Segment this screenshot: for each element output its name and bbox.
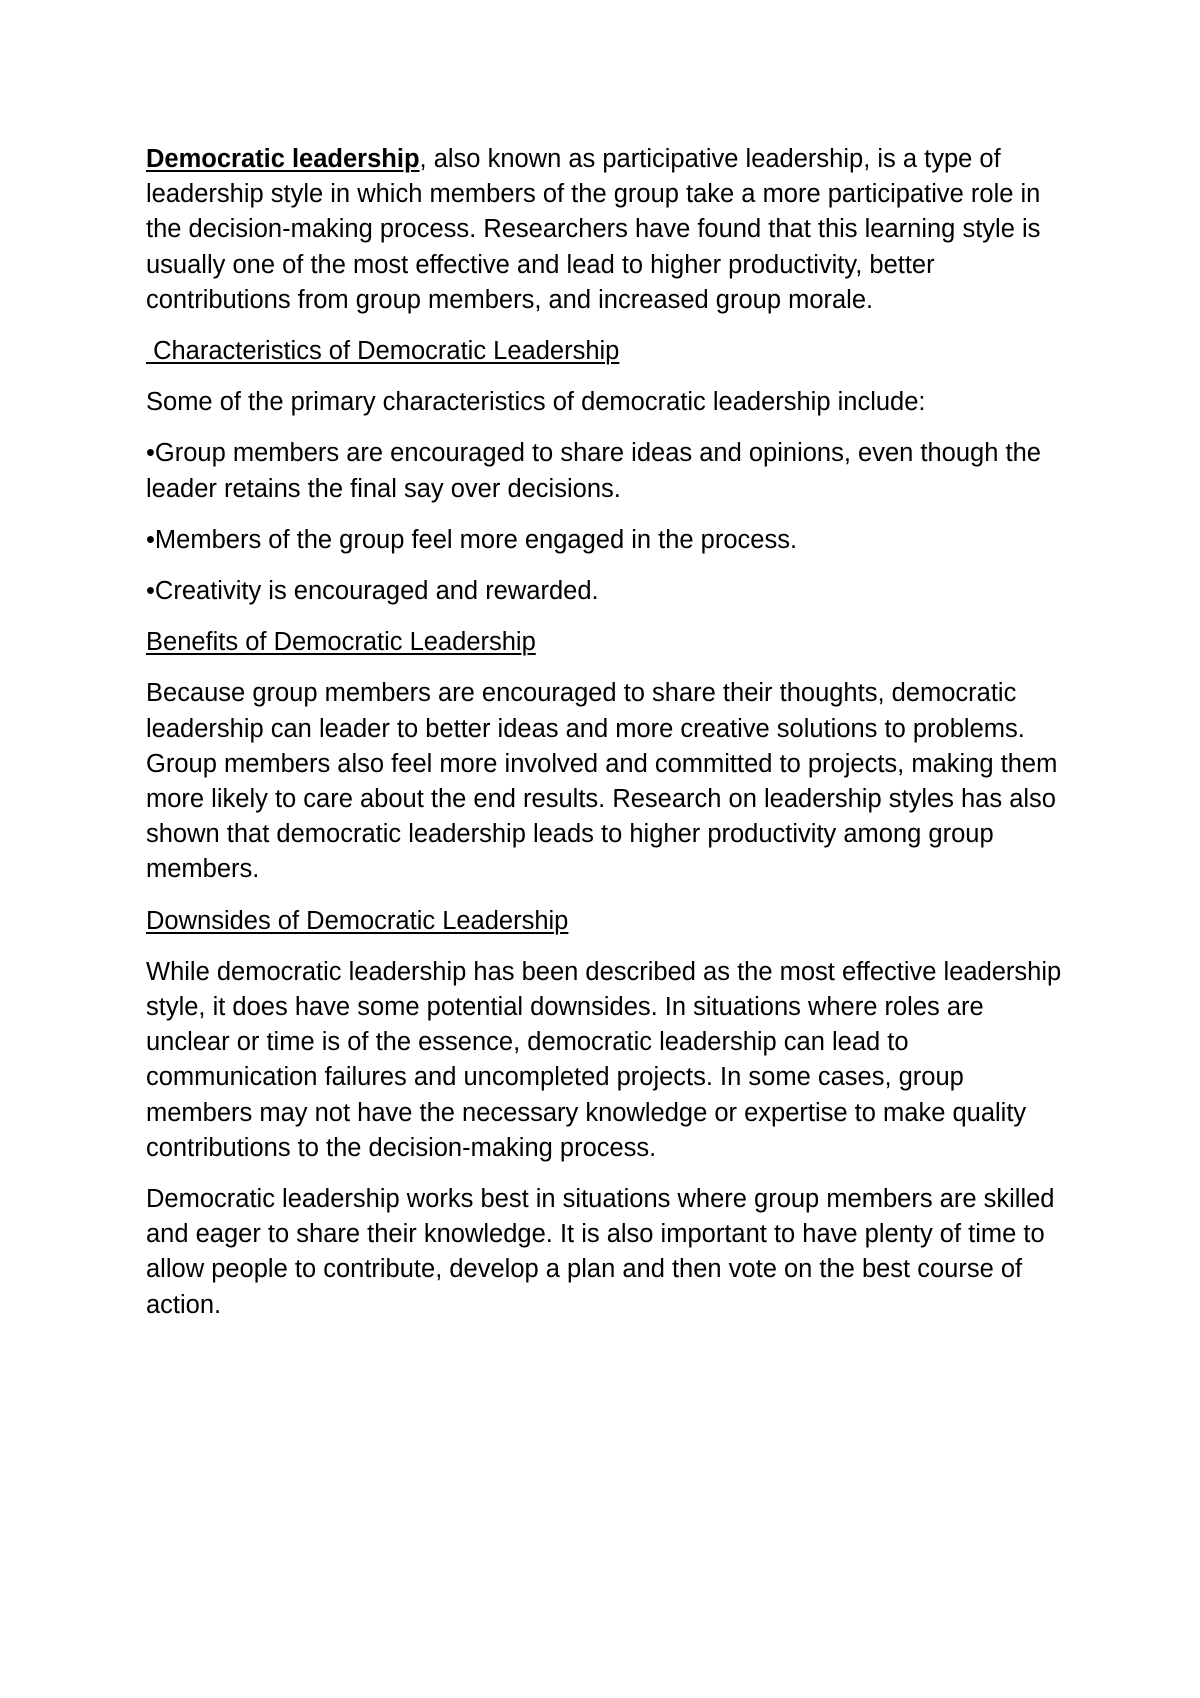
characteristics-bullet-2: •Members of the group feel more engaged in the process.: [146, 525, 798, 554]
intro-text: , also known as participative leadership, is a type of leadership style in which members of the group take a more participative role in the decision-making process. Researchers have found that this learning style is usually one of the most effective and lead to higher productivity, better contributions from group members, and increased group morale.: [146, 145, 1041, 314]
benefits-heading: [146, 625, 1066, 660]
characteristics-intro: Some of the primary characteristics of democratic leadership include:: [146, 388, 926, 417]
characteristics-heading: [146, 334, 1066, 369]
closing-paragraph: Democratic leadership works best in situations where group members are skilled and eager to share their knowledge. It is also important to have plenty of time to allow people to contribute, develop a plan and then vote on the best course of action.: [146, 1185, 1055, 1319]
characteristics-heading-text: Characteristics of Democratic Leadership: [146, 337, 620, 366]
downsides-heading-text: Downsides of Democratic Leadership: [146, 906, 569, 935]
downsides-heading: [146, 904, 1066, 939]
characteristics-bullet-3: •Creativity is encouraged and rewarded.: [146, 577, 599, 606]
benefits-paragraph: Because group members are encouraged to share their thoughts, democratic leadership can leader to better ideas and more creative solutions to problems. Group members also feel more involved and committed to projects, making them more likely to care about the end results. Research on leadership styles has also shown that democratic leadership leads to higher productivity among group members.: [146, 679, 1058, 884]
document-body: [146, 142, 1066, 1339]
intro-term: Democratic leadership: [146, 145, 420, 173]
downsides-paragraph: While democratic leadership has been described as the most effective leadership style, it does have some potential downsides. In situations where roles are unclear or time is of the essence, democratic leadership can lead to communication failures and uncompleted projects. In some cases, group members may not have the necessary knowledge or expertise to make quality contributions to the decision-making process.: [146, 957, 1062, 1162]
benefits-heading-text: Benefits of Democratic Leadership: [146, 628, 536, 657]
characteristics-bullet-1: •Group members are encouraged to share ideas and opinions, even though the leader retains the final say over decisions.: [146, 439, 1041, 503]
intro-paragraph: [146, 142, 1066, 318]
